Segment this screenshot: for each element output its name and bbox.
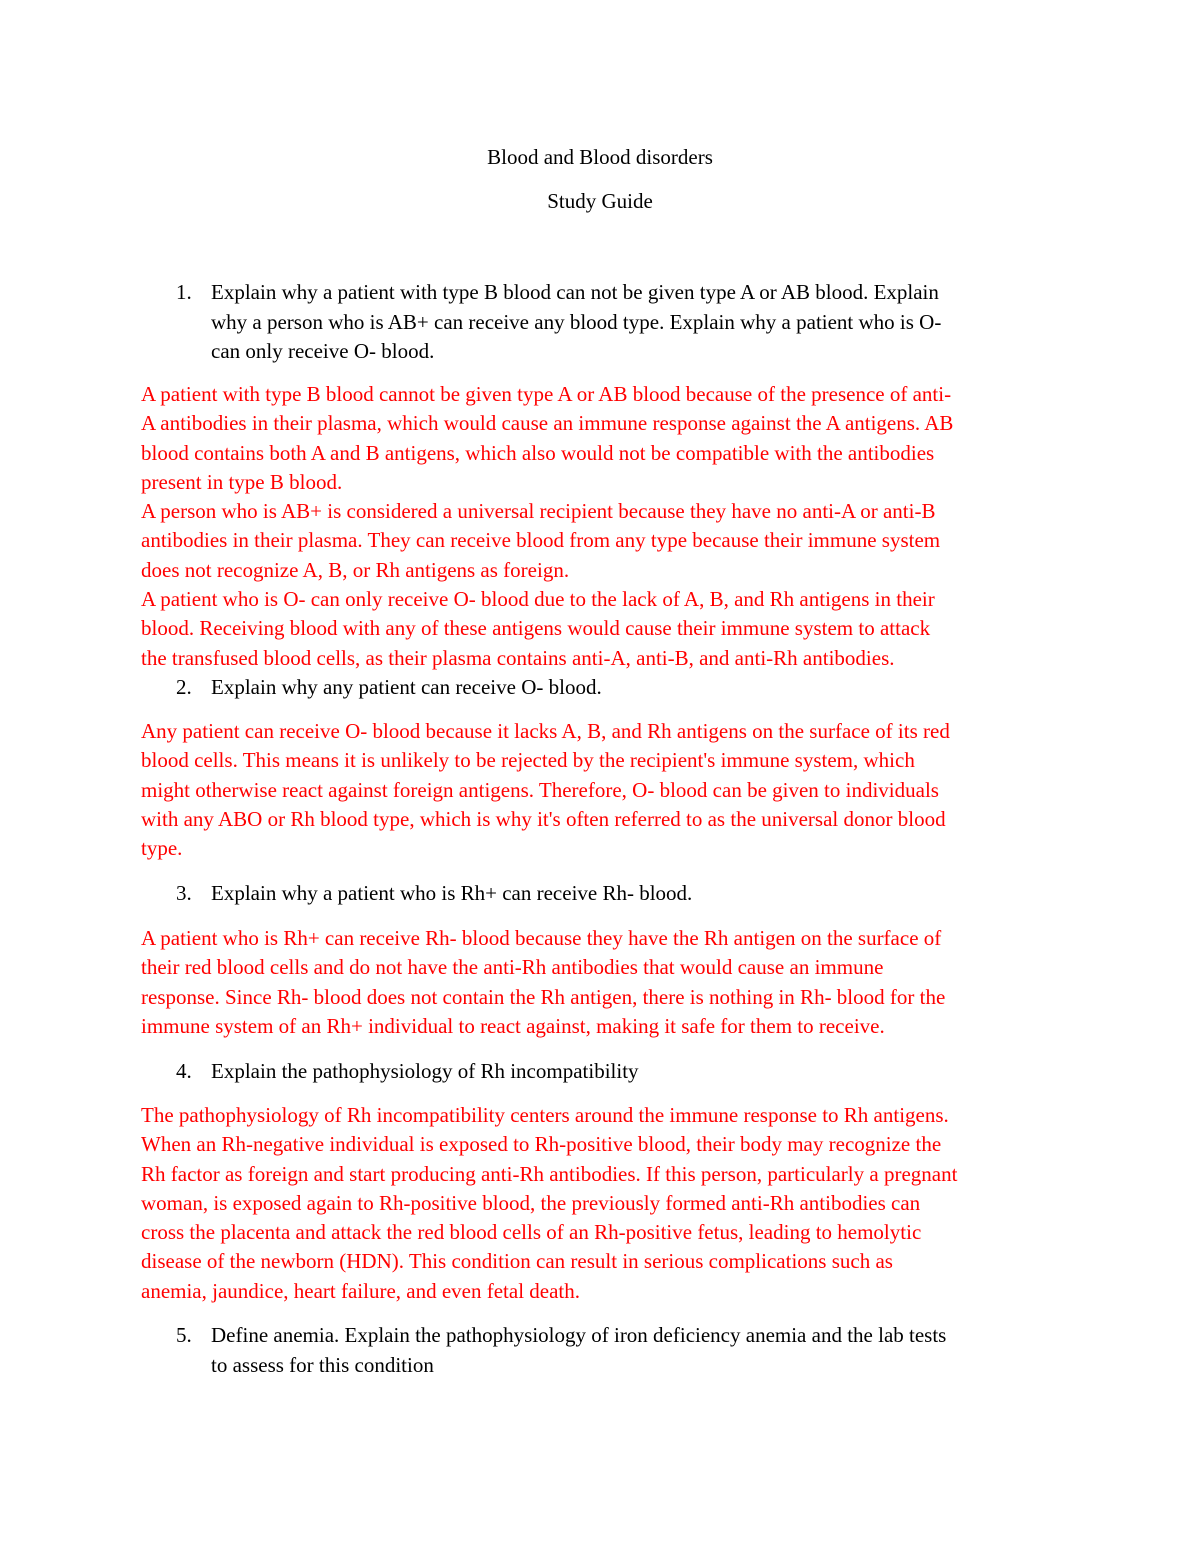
answer-text — [141, 717, 1071, 863]
answer-line: the transfused blood cells, as their plasma contains anti-A, anti-B, and anti-Rh antibodies. — [141, 645, 895, 670]
answer-line: A antibodies in their plasma, which would cause an immune response against the A antigens. AB — [141, 411, 954, 436]
answer-line: with any ABO or Rh blood type, which is why it's often referred to as the universal donor blood — [141, 806, 946, 831]
answer-line: Any patient can receive O- blood because it lacks A, B, and Rh antigens on the surface of its red — [141, 719, 950, 743]
question-text — [211, 1321, 1071, 1380]
answer-text — [141, 924, 1071, 1041]
question-line: to assess for this condition — [211, 1352, 434, 1377]
answer-line: A patient who is Rh+ can receive Rh- blood because they have the Rh antigen on the surface of — [141, 926, 942, 950]
answer-line: antibodies in their plasma. They can receive blood from any type because their immune system — [141, 528, 941, 553]
answer-line: woman, is exposed again to Rh-positive blood, the previously formed anti-Rh antibodies can — [141, 1190, 921, 1215]
answer-line: A patient with type B blood cannot be given type A or AB blood because of the presence of anti- — [141, 382, 952, 406]
question-number: 1. — [176, 280, 192, 304]
answer-line: might otherwise react against foreign antigens. Therefore, O- blood can be given to individuals — [141, 777, 939, 802]
document-subtitle: Study Guide — [547, 189, 653, 213]
question-text — [211, 278, 1071, 367]
question-line: Explain the pathophysiology of Rh incompatibility — [211, 1059, 639, 1083]
answer-line: does not recognize A, B, or Rh antigens as foreign. — [141, 557, 570, 582]
question-line: why a person who is AB+ can receive any blood type. Explain why a patient who is O- — [211, 309, 942, 334]
question-line: Explain why any patient can receive O- blood. — [211, 675, 602, 699]
document-title: Blood and Blood disorders — [487, 145, 713, 169]
question-line: can only receive O- blood. — [211, 339, 435, 363]
answer-line: present in type B blood. — [141, 469, 343, 494]
question-number: 3. — [176, 881, 192, 905]
answer-line: A person who is AB+ is considered a universal recipient because they have no anti-A or anti-B — [141, 499, 936, 524]
answer-line: anemia, jaundice, heart failure, and even fetal death. — [141, 1278, 581, 1303]
answer-line: disease of the newborn (HDN). This condition can result in serious complications such as — [141, 1249, 893, 1274]
question-number: 2. — [176, 675, 192, 699]
question-line: Explain why a patient with type B blood can not be given type A or AB blood. Explain — [211, 280, 939, 304]
answer-line: A patient who is O- can only receive O- blood due to the lack of A, B, and Rh antigens in their — [141, 587, 935, 612]
answer-line: The pathophysiology of Rh incompatibility centers around the immune response to Rh antigens. — [141, 1103, 949, 1127]
answer-line: type. — [141, 836, 183, 861]
question-number: 5. — [176, 1323, 192, 1347]
question-text — [211, 673, 1071, 703]
answer-line: cross the placenta and attack the red blood cells of an Rh-positive fetus, leading to hemolytic — [141, 1220, 922, 1245]
answer-line: Rh factor as foreign and start producing anti-Rh antibodies. If this person, particularly a pregnant — [141, 1161, 958, 1186]
question-text — [211, 879, 1071, 909]
answer-line: response. Since Rh- blood does not contain the Rh antigen, there is nothing in Rh- blood for the — [141, 984, 946, 1009]
answer-line: When an Rh-negative individual is exposed to Rh-positive blood, their body may recognize the — [141, 1132, 942, 1157]
question-line: Explain why a patient who is Rh+ can receive Rh- blood. — [211, 881, 693, 905]
answer-line: immune system of an Rh+ individual to react against, making it safe for them to receive. — [141, 1013, 885, 1038]
question-text — [211, 1057, 1071, 1087]
question-number: 4. — [176, 1059, 192, 1083]
question-line: Define anemia. Explain the pathophysiology of iron deficiency anemia and the lab tests — [211, 1323, 947, 1347]
answer-text — [141, 1101, 1071, 1306]
answer-line: blood. Receiving blood with any of these antigens would cause their immune system to attack — [141, 616, 931, 641]
answer-line: blood contains both A and B antigens, which also would not be compatible with the antibodies — [141, 440, 935, 465]
answer-line: blood cells. This means it is unlikely to be rejected by the recipient's immune system, which — [141, 748, 915, 773]
answer-text — [141, 380, 1071, 673]
answer-line: their red blood cells and do not have the anti-Rh antibodies that would cause an immune — [141, 955, 884, 980]
